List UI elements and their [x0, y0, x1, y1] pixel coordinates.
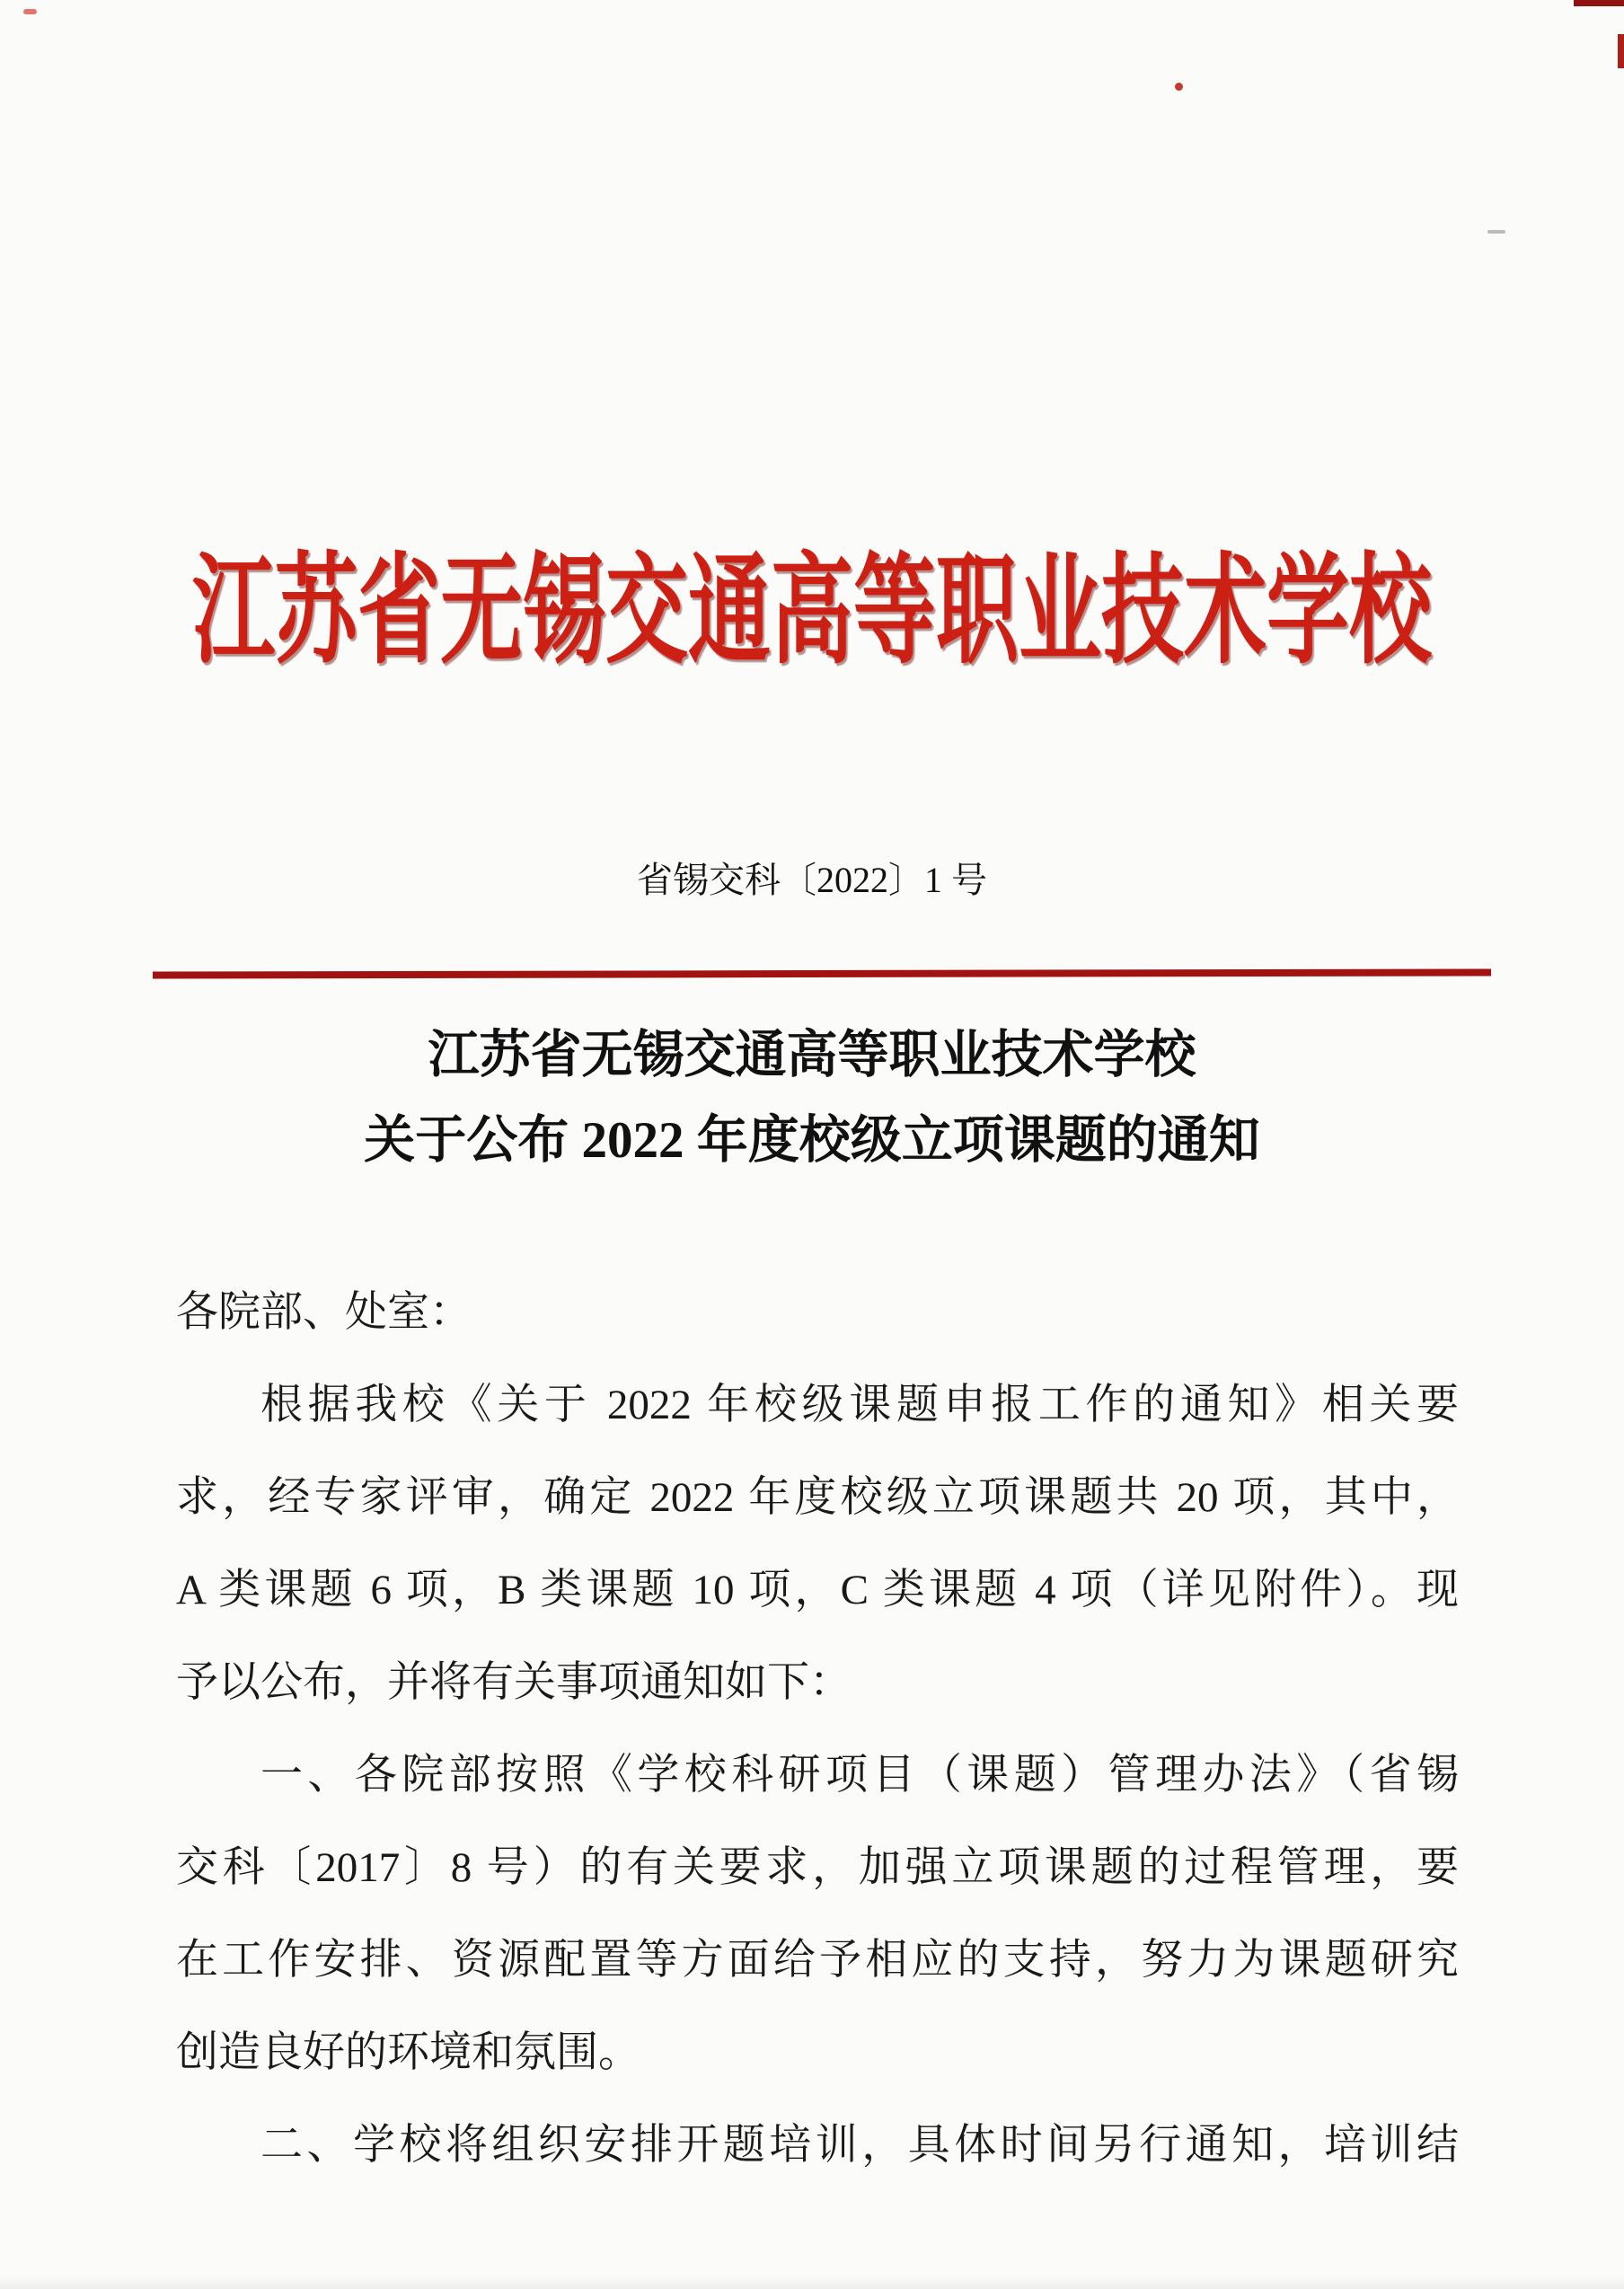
document-body: [176, 1267, 1459, 2192]
body-line: 一、各院部按照《学校科研项目（课题）管理办法》（省锡: [260, 1752, 1459, 1798]
red-separator-rule: [153, 968, 1491, 978]
scan-artifact: [1487, 230, 1505, 234]
body-line: 交科〔2017〕8 号）的有关要求，加强立项课题的过程管理，要: [176, 1844, 1459, 1891]
body-line: 予以公布，并将有关事项通知如下：: [176, 1659, 852, 1706]
body-line: 二、学校将组织安排开题培训，具体时间另行通知，培训结: [260, 2122, 1459, 2169]
document-number: 省锡交科〔2022〕1 号: [637, 860, 987, 900]
body-line: A 类课题 6 项，B 类课题 10 项，C 类课题 4 项（详见附件）。现: [176, 1567, 1459, 1613]
body-line: 在工作安排、资源配置等方面给予相应的支持，努力为课题研究: [176, 1937, 1459, 1984]
letterhead-title: 江苏省无锡交通高等职业技术学校: [191, 544, 1432, 678]
body-line: 创造良好的环境和氛围。: [176, 2029, 640, 2076]
body-line: 根据我校《关于 2022 年校级课题申报工作的通知》相关要: [260, 1382, 1459, 1428]
scan-artifact: [23, 9, 37, 14]
scan-artifact: [1618, 34, 1624, 68]
scan-edge-shadow: [0, 2276, 1624, 2289]
scan-artifact: [1175, 83, 1183, 91]
document-title-line-1: 江苏省无锡交通高等职业技术学校: [428, 1027, 1196, 1083]
document-title-line-2: 关于公布 2022 年度校级立项课题的通知: [364, 1112, 1260, 1169]
salutation: 各院部、处室：: [176, 1289, 472, 1336]
body-line: 求，经专家评审，确定 2022 年度校级立项课题共 20 项，其中，: [176, 1474, 1459, 1521]
scan-artifact: [1574, 0, 1624, 6]
